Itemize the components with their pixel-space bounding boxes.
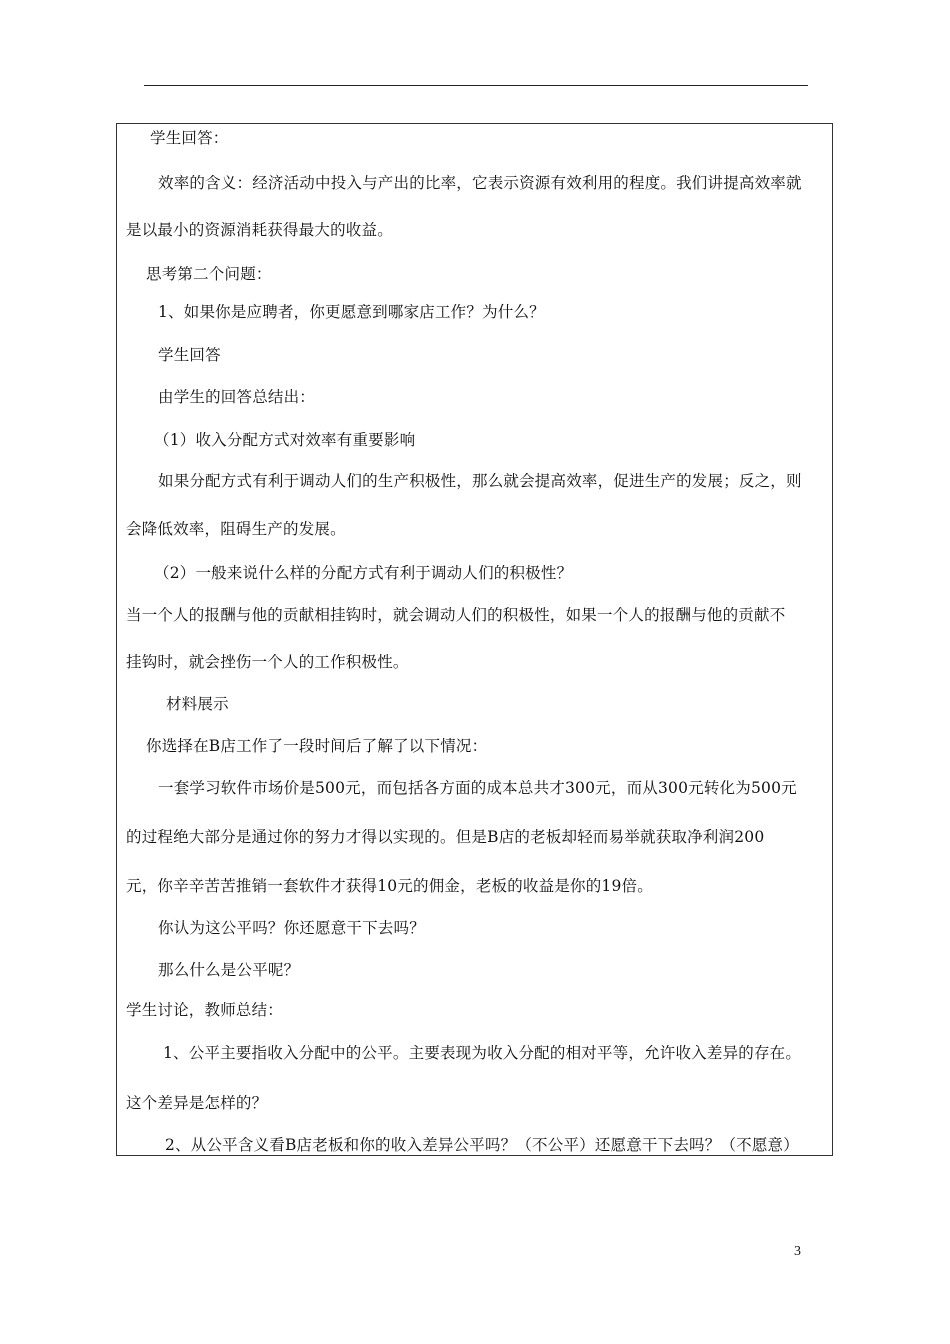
page-number: 3 [794, 1244, 801, 1259]
text-line: 1、公平主要指收入分配中的公平。主要表现为收入分配的相对平等，允许收入差异的存在。 [163, 1044, 802, 1062]
text-line: 一套学习软件市场价是500元，而包括各方面的成本总共才300元，而从300元转化为500元 [158, 779, 797, 797]
text-line: 当一个人的报酬与他的贡献相挂钩时，就会调动人们的积极性，如果一个人的报酬与他的贡献不 [126, 606, 786, 624]
text-line: 思考第二个问题： [146, 265, 272, 283]
text-line: 学生回答 [158, 346, 221, 364]
header-rule [144, 85, 808, 86]
text-line: 1、如果你是应聘者，你更愿意到哪家店工作？为什么？ [158, 303, 545, 321]
section-heading: 材料展示 [166, 695, 229, 713]
text-line: 由学生的回答总结出： [158, 388, 316, 406]
text-line: 你选择在B店工作了一段时间后了解了以下情况： [146, 737, 488, 755]
text-line: （1）收入分配方式对效率有重要影响 [154, 431, 416, 449]
text-line: 那么什么是公平呢？ [158, 961, 300, 979]
text-line: 学生讨论，教师总结： [126, 1001, 284, 1019]
text-line: 学生回答： [150, 129, 229, 147]
text-line: 是以最小的资源消耗获得最大的收益。 [126, 221, 393, 239]
text-line: 元，你辛辛苦苦推销一套软件才获得10元的佣金，老板的收益是你的19倍。 [126, 877, 653, 895]
text-line: 效率的含义：经济活动中投入与产出的比率，它表示资源有效利用的程度。我们讲提高效率就 [158, 174, 802, 192]
text-line: 这个差异是怎样的？ [126, 1094, 268, 1112]
text-line: 2、从公平含义看B店老板和你的收入差异公平吗？（不公平）还愿意干下去吗？（不愿意） [165, 1136, 799, 1154]
text-line: 如果分配方式有利于调动人们的生产积极性，那么就会提高效率，促进生产的发展；反之，则 [158, 472, 802, 490]
text-line: 你认为这公平吗？你还愿意干下去吗？ [158, 919, 425, 937]
text-line: 会降低效率，阻碍生产的发展。 [126, 520, 346, 538]
text-line: （2）一般来说什么样的分配方式有利于调动人们的积极性？ [154, 564, 573, 582]
text-line: 挂钩时，就会挫伤一个人的工作积极性。 [126, 653, 409, 671]
text-line: 的过程绝大部分是通过你的努力才得以实现的。但是B店的老板却轻而易举就获取净利润200 [126, 828, 765, 846]
